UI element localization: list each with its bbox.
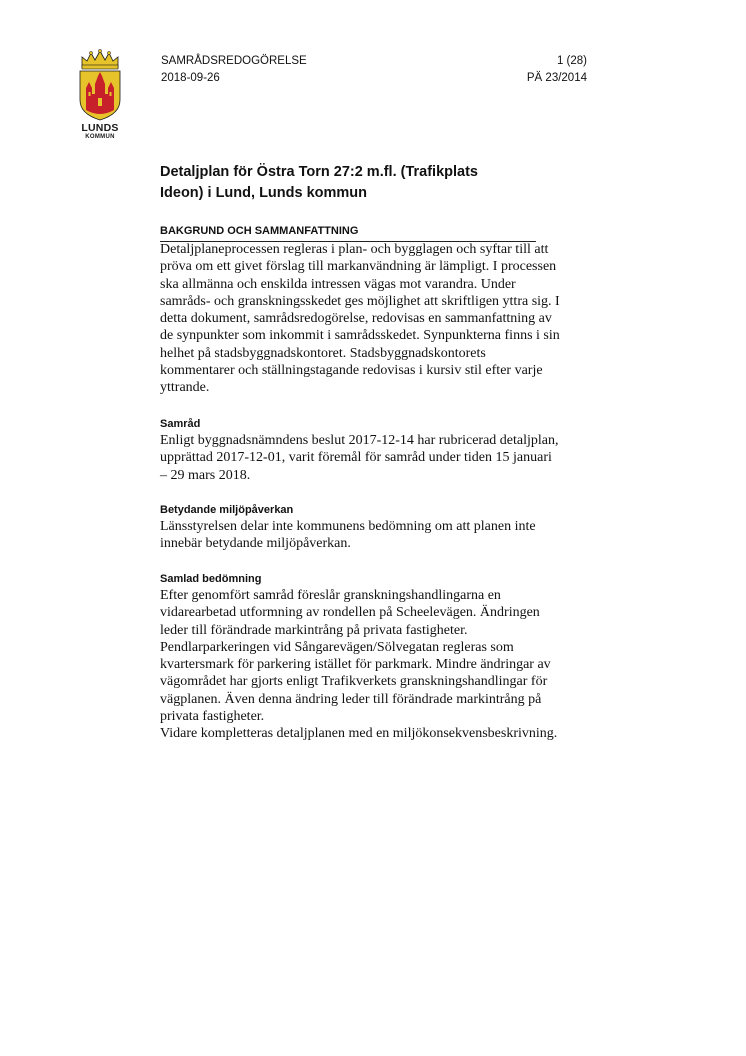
miljo-paragraph [160, 518, 640, 553]
text-line: innebär betydande miljöpåverkan. [160, 536, 351, 552]
header-left [161, 53, 307, 87]
text-line: detta dokument, samrådsredogörelse, redovisas en sammanfattning av [160, 311, 552, 327]
section-heading-background: BAKGRUND OCH SAMMANFATTNING [160, 223, 536, 242]
text-line: leder till förändrade markintrång på privata fastigheter. [160, 622, 468, 638]
text-line: samråds- och granskningsskedet ges möjlighet att skriftligen yttra sig. I [160, 293, 560, 309]
samlad-paragraph [160, 587, 640, 743]
header-right [470, 53, 587, 87]
doc-date: 2018-09-26 [161, 72, 220, 84]
text-line: Efter genomfört samråd föreslår granskningshandlingarna en [160, 588, 501, 603]
logo-text-lunds: LUNDS [81, 122, 119, 134]
title-line-2: Ideon) i Lund, Lunds kommun [160, 185, 368, 201]
text-line: upprättad 2017-12-01, varit föremål för samråd under tiden 15 januari [160, 450, 552, 466]
text-line: – 29 mars 2018. [160, 467, 251, 483]
case-reference: PÄ 23/2014 [526, 72, 587, 84]
doc-type: SAMRÅDSREDOGÖRELSE [161, 55, 307, 67]
text-line: vägområdet har gjorts enligt Trafikverkets granskningshandlingar för [160, 674, 548, 690]
text-line: kvartersmark för parkering istället för parkmark. Mindre ändringar av [160, 657, 551, 673]
subheading-miljopaverkan: Betydande miljöpåverkan [160, 504, 294, 516]
text-line: Enligt byggnadsnämndens beslut 2017-12-14 har rubricerad detaljplan, [160, 433, 559, 448]
text-line: kommentarer och ställningstagande redovisas i kursiv stil efter varje [160, 363, 543, 379]
text-line: helhet på stadsbyggnadskontoret. Stadsbyggnadskontorets [160, 345, 486, 361]
samrad-paragraph [160, 432, 640, 484]
text-line: yttrande. [160, 380, 210, 396]
text-line: ska allmänna och enskilda intressen vägas mot varandra. Under [160, 276, 516, 292]
logo-wordmark [72, 123, 128, 141]
title-line-1: Detaljplan för Östra Torn 27:2 m.fl. (Trafikplats [160, 164, 478, 180]
subheading-samrad: Samråd [160, 418, 201, 430]
text-line: Vidare kompletteras detaljplanen med en miljökonsekvensbeskrivning. [160, 726, 558, 742]
text-line: vägplanen. Även denna ändring leder till förändrade markintrång på [160, 691, 542, 707]
subheading-samlad-bedomning: Samlad bedömning [160, 573, 262, 585]
text-line: de synpunkter som inkommit i samrådsskedet. Synpunkterna finns i sin [160, 328, 560, 344]
text-line: Länsstyrelsen delar inte kommunens bedömning om att planen inte [160, 519, 536, 534]
background-paragraph [160, 241, 640, 397]
text-line: vidarearbetad utformning av rondellen på Scheelevägen. Ändringen [160, 605, 540, 621]
text-line: pröva om ett givet förslag till markanvändning är lämpligt. I processen [160, 259, 557, 275]
text-line: Pendlarparkeringen vid Sångarevägen/Sölvegatan regleras som [160, 639, 514, 655]
page-number: 1 (28) [556, 55, 587, 67]
text-line: privata fastigheter. [160, 709, 265, 725]
logo-text-kommun: KOMMUN [85, 134, 115, 140]
text-line: Detaljplaneprocessen regleras i plan- och bygglagen och syftar till att [160, 242, 549, 257]
document-title [160, 162, 580, 204]
